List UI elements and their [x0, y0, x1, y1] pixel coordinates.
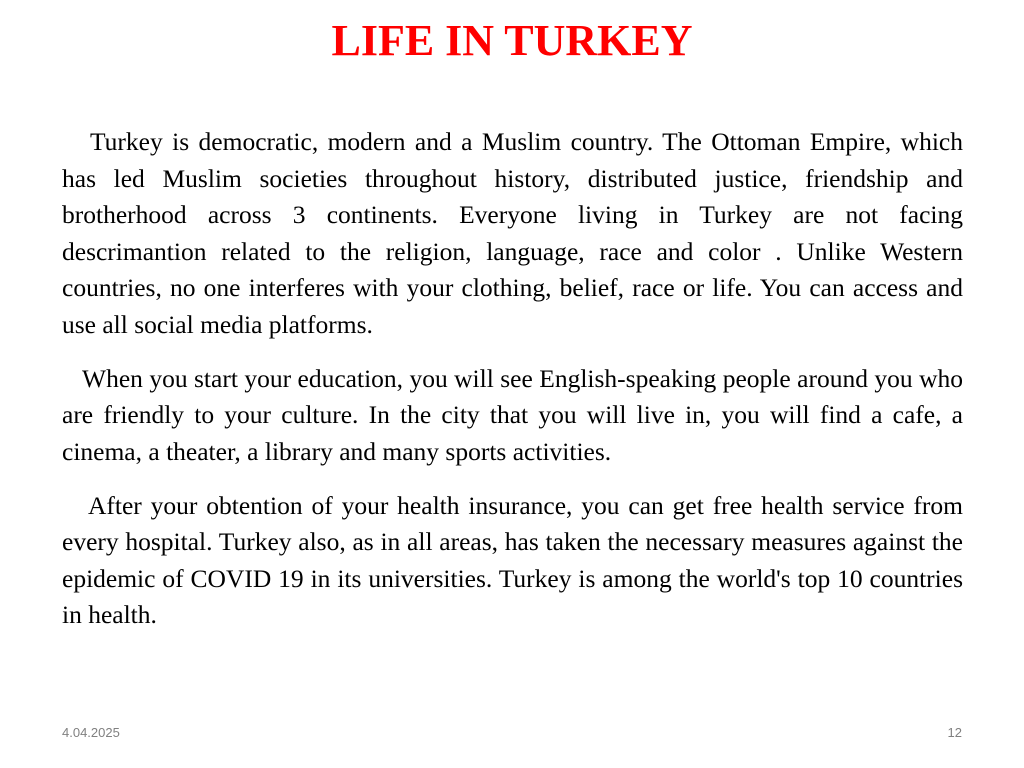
footer-page-number: 12	[947, 725, 962, 740]
slide-body	[62, 124, 963, 634]
slide-title: LIFE IN TURKEY	[331, 16, 693, 65]
paragraph-health: After your obtention of your health insurance, you can get free health service from every hospital. Turkey also, as in all areas, has taken the necessary measures against the epidemic of COVID 19 in its universities. Turkey is among the world's top 10 countries in health.	[62, 490, 963, 629]
paragraph-education: When you start your education, you will see English-speaking people around you who are friendly to your culture. In the city that you will live in, you will find a cafe, a cinema, a theater, a library and many sports activities.	[62, 363, 963, 466]
footer-date: 4.04.2025	[62, 725, 120, 740]
paragraph-society: Turkey is democratic, modern and a Muslim country. The Ottoman Empire, which has led Muslim societies throughout history, distributed justice, friendship and brotherhood across 3 continents. Everyone living in Turkey are not facing descrimantion related to the religion, language, race and color . Unlike Western countries, no one interferes with your clothing, belief, race or life. You can access and use all social media platforms.	[62, 127, 963, 339]
